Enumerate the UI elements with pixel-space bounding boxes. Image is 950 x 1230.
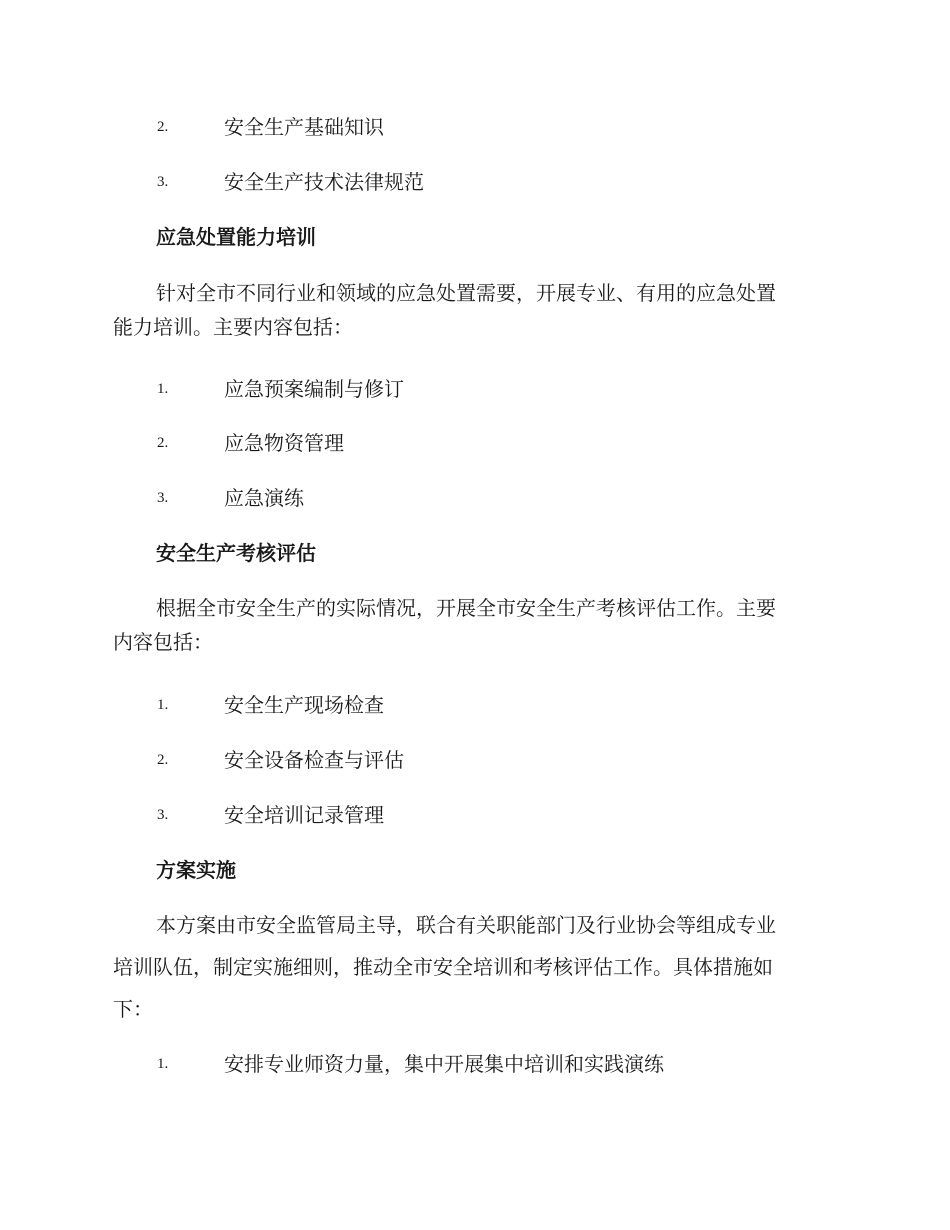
paragraph-line: 根据全市安全生产的实际情况，开展全市安全生产考核评估工作。主要 [156,596,776,620]
list-number: 3. [157,807,169,823]
section-heading-implementation: 方案实施 [156,858,236,882]
paragraph-line: 针对全市不同行业和领域的应急处置需要，开展专业、有用的应急处置 [156,281,776,305]
paragraph-assessment [113,593,835,657]
list-text: 安排专业师资力量，集中开展集中培训和实践演练 [224,1052,664,1076]
list-text: 应急物资管理 [224,431,344,455]
paragraph-line: 培训队伍，制定实施细则，推动全市安全培训和考核评估工作。具体措施如 [113,955,773,979]
list-item [0,690,950,720]
list-item [0,374,950,404]
list-number: 3. [157,174,169,190]
paragraph-line: 内容包括： [113,630,213,654]
paragraph-line: 本方案由市安全监管局主导，联合有关职能部门及行业协会等组成专业 [156,913,776,937]
paragraph-line: 下： [113,997,153,1021]
list-text: 安全生产现场检查 [224,693,384,717]
paragraph-emergency [113,278,835,342]
list-item [0,745,950,775]
list-text: 应急演练 [224,486,304,510]
list-text: 安全培训记录管理 [224,803,384,827]
section-heading-assessment: 安全生产考核评估 [156,541,316,565]
list-item [0,428,950,458]
list-number: 2. [157,435,169,451]
list-text: 安全生产基础知识 [224,115,384,139]
list-text: 安全生产技术法律规范 [224,170,424,194]
list-item [0,167,950,197]
list-number: 1. [157,1056,169,1072]
list-number: 1. [157,381,169,397]
paragraph-implementation [113,910,835,1024]
list-text: 安全设备检查与评估 [224,748,404,772]
list-number: 1. [157,697,169,713]
list-item [0,800,950,830]
list-number: 3. [157,490,169,506]
list-number: 2. [157,119,169,135]
paragraph-line: 能力培训。主要内容包括： [113,315,353,339]
list-text: 应急预案编制与修订 [224,377,404,401]
list-number: 2. [157,752,169,768]
section-heading-emergency: 应急处置能力培训 [156,225,316,249]
list-item [0,483,950,513]
list-item [0,112,950,142]
list-item [0,1049,950,1079]
